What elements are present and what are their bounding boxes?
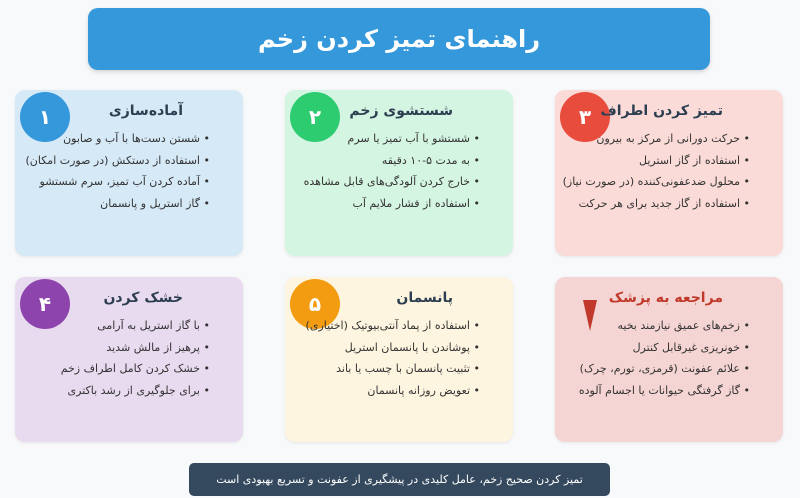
list-item: • با گاز استریل به آرامی [19, 315, 210, 337]
list-item: • حرکت دورانی از مرکز به بیرون [559, 128, 750, 150]
step-title: خشک کردن [103, 290, 183, 306]
list-item: • به مدت ۵-۱۰ دقیقه [289, 150, 480, 172]
referral-list [559, 315, 783, 401]
list-item: • تثبیت پانسمان با چسب یا باند [289, 358, 480, 380]
list-item: • آماده کردن آب تمیز، سرم شستشو [19, 171, 210, 193]
list-item: • زخم‌های عمیق نیازمند بخیه [559, 315, 750, 337]
step-card-drying [15, 277, 243, 442]
step-card-dressing [285, 277, 513, 442]
list-item: • گاز استریل و پانسمان [19, 193, 210, 215]
list-item: • خشک کردن کامل اطراف زخم [19, 358, 210, 380]
list-item: • استفاده از پماد آنتی‌بیوتیک (اختیاری) [289, 315, 480, 337]
list-item: • شستن دست‌ها با آب و صابون [19, 128, 210, 150]
step-number-badge: ۵ [290, 279, 340, 329]
step-card-washing [285, 90, 513, 256]
step-title: تمیز کردن اطراف [600, 103, 723, 119]
step-title: آماده‌سازی [108, 103, 183, 119]
doctor-referral-card [555, 277, 783, 442]
list-item: • گاز گرفتگی حیوانات یا اجسام آلوده [559, 380, 750, 402]
list-item: • برای جلوگیری از رشد باکتری [19, 380, 210, 402]
list-item: • استفاده از فشار ملایم آب [289, 193, 480, 215]
step-card-surrounding-cleaning [555, 90, 783, 256]
list-item: • محلول ضدعفونی‌کننده (در صورت نیاز) [559, 171, 750, 193]
list-item: • خارج کردن آلودگی‌های قابل مشاهده [289, 171, 480, 193]
footer-note: تمیز کردن صحیح زخم، عامل کلیدی در پیشگیری از عفونت و تسریع بهبودی است [189, 463, 610, 496]
step-title: پانسمان [396, 290, 453, 306]
page-title: راهنمای تمیز کردن زخم [88, 8, 710, 70]
list-item: • پوشاندن با پانسمان استریل [289, 337, 480, 359]
step-list [19, 128, 243, 214]
step-title: شستشوی زخم [349, 103, 453, 119]
list-item: • پرهیز از مالش شدید [19, 337, 210, 359]
step-list [559, 128, 783, 214]
referral-title: مراجعه به پزشک [608, 290, 723, 306]
step-number-badge: ۱ [20, 92, 70, 142]
list-item: • شستشو با آب تمیز یا سرم [289, 128, 480, 150]
step-number-badge: ۲ [290, 92, 340, 142]
list-item: • استفاده از گاز استریل [559, 150, 750, 172]
step-card-preparation [15, 90, 243, 256]
list-item: • تعویض روزانه پانسمان [289, 380, 480, 402]
step-number-badge: ۴ [20, 279, 70, 329]
step-number-badge: ۳ [560, 92, 610, 142]
step-list [19, 315, 243, 401]
step-list [289, 315, 513, 401]
step-list [289, 128, 513, 214]
list-item: • علائم عفونت (قرمزی، تورم، چرک) [559, 358, 750, 380]
list-item: • استفاده از گاز جدید برای هر حرکت [559, 193, 750, 215]
list-item: • استفاده از دستکش (در صورت امکان) [19, 150, 210, 172]
list-item: • خونریزی غیرقابل کنترل [559, 337, 750, 359]
